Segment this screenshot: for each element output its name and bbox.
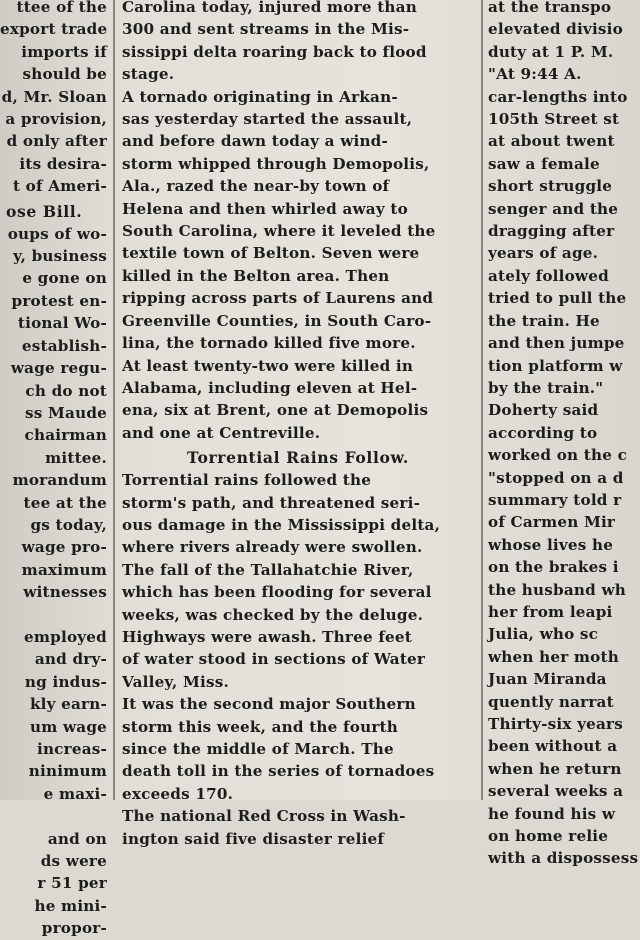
text-line: of Carmen Mir: [488, 513, 616, 532]
text-line: quently narrat: [488, 692, 614, 711]
text-line: A tornado originating in Arkan-: [122, 87, 398, 106]
text-line: maximum: [21, 560, 107, 579]
text-line: ous damage in the Mississippi delta,: [122, 515, 441, 534]
text-line: Highways were awash. Three feet: [122, 627, 413, 646]
text-line: which has been flooding for several: [122, 583, 432, 602]
text-line: wage regu-: [10, 359, 107, 378]
text-line: Juan Miranda: [488, 670, 607, 689]
text-line: ch do not: [25, 381, 107, 400]
text-line: he found his w: [488, 804, 616, 823]
text-line: with a dispossess: [488, 849, 639, 868]
text-line: kly earn-: [29, 695, 107, 714]
text-line: at the transpo: [488, 0, 612, 16]
text-line: Greenville Counties, in South Caro-: [122, 311, 432, 330]
text-line: ington said five disaster relief: [122, 829, 385, 848]
text-line: tee at the: [23, 493, 107, 512]
text-line: storm's path, and threatened seri-: [122, 493, 421, 512]
text-line: a provision,: [5, 110, 107, 129]
text-line: sas yesterday started the assault,: [122, 110, 413, 129]
text-line: ttee of the: [16, 0, 107, 16]
text-line: textile town of Belton. Seven were: [122, 244, 420, 263]
text-line: short struggle: [488, 177, 613, 196]
text-line: and dry-: [34, 650, 107, 669]
text-line: on the brakes i: [488, 558, 619, 577]
text-line: death toll in the series of tornadoes: [122, 762, 435, 781]
text-line: Alabama, including eleven at Hel-: [122, 378, 418, 397]
text-line: worked on the c: [488, 446, 628, 465]
text-line: several weeks a: [488, 782, 624, 801]
text-line: Ala., razed the near-by town of: [122, 177, 390, 196]
text-line: um wage: [30, 717, 107, 736]
text-line: been without a: [488, 737, 618, 756]
text-line: by the train.": [488, 378, 604, 397]
text-line: and then jumpe: [488, 334, 625, 353]
text-line: since the middle of March. The: [122, 740, 394, 758]
text-line: It was the second major Southern: [122, 695, 416, 714]
text-line: The national Red Cross in Wash-: [122, 807, 406, 826]
text-line: increas-: [36, 740, 107, 758]
text-line: and one at Centreville.: [122, 423, 321, 442]
text-line: whose lives he: [488, 535, 614, 554]
center-column-bottom-text: [118, 469, 478, 850]
text-line: "stopped on a d: [488, 468, 624, 487]
text-line: r 51 per: [37, 874, 107, 893]
text-line: storm whipped through Demopolis,: [122, 154, 430, 173]
text-line: At least twenty-two were killed in: [122, 356, 414, 375]
text-line: saw a female: [488, 154, 600, 173]
center-column: [118, 0, 478, 848]
column-rule: [113, 0, 115, 800]
text-line: morandum: [12, 471, 107, 490]
text-line: according to: [488, 423, 598, 442]
text-line: employed: [24, 627, 107, 646]
text-line: export trade: [0, 20, 108, 39]
left-column-top-text: [0, 0, 110, 198]
center-column-heading: Torrential Rains Follow.: [187, 448, 409, 468]
column-rule: [481, 0, 483, 800]
text-line: d only after: [6, 132, 107, 151]
text-line: at about twent: [488, 132, 615, 151]
text-line: ninimum: [28, 762, 107, 781]
text-line: Carolina today, injured more than: [122, 0, 417, 16]
text-line: Torrential rains followed the: [122, 471, 372, 490]
text-line: ng indus-: [24, 672, 107, 691]
text-line: gs today,: [30, 515, 107, 534]
text-line: 300 and sent streams in the Mis-: [122, 20, 410, 39]
left-column: [0, 0, 110, 938]
text-line: ately followed: [488, 266, 609, 285]
text-line: t of Ameri-: [12, 177, 107, 196]
text-line: duty at 1 P. M.: [488, 42, 614, 61]
text-line: when her moth: [488, 647, 619, 666]
text-line: ripping across parts of Laurens and: [122, 289, 434, 308]
text-line: sissippi delta roaring back to flood: [122, 42, 427, 61]
text-line: he mini-: [34, 896, 107, 915]
center-column-top-text: [118, 0, 478, 444]
text-line: [0, 604, 110, 626]
text-line: dragging after: [488, 222, 615, 241]
right-column-text: [486, 0, 640, 870]
text-line: e gone on: [22, 269, 107, 288]
text-line: witnesses: [23, 583, 107, 602]
text-line: propor-: [41, 919, 107, 938]
left-column-bottom-text: [0, 223, 110, 940]
text-line: the husband wh: [488, 580, 626, 599]
text-line: [0, 805, 110, 827]
text-line: car-lengths into: [488, 87, 628, 106]
text-line: ena, six at Brent, one at Demopolis: [122, 401, 429, 420]
text-line: The fall of the Tallahatchie River,: [122, 560, 414, 579]
text-line: should be: [22, 65, 107, 84]
text-line: e maxi-: [43, 784, 107, 803]
text-line: stage.: [122, 65, 175, 84]
text-line: mittee.: [45, 448, 107, 467]
text-line: on home relie: [488, 827, 609, 846]
text-line: weeks, was checked by the deluge.: [122, 605, 424, 624]
text-line: protest en-: [11, 291, 107, 310]
text-line: elevated divisio: [488, 20, 623, 39]
text-line: summary told r: [488, 490, 622, 509]
text-line: Doherty said: [488, 401, 599, 420]
text-line: its desira-: [19, 154, 107, 173]
text-line: wage pro-: [21, 538, 107, 557]
text-line: South Carolina, where it leveled the: [122, 222, 436, 241]
text-line: her from leapi: [488, 602, 613, 621]
text-line: imports if: [21, 42, 107, 61]
text-line: lina, the tornado killed five more.: [122, 334, 416, 353]
text-line: tional Wo-: [17, 314, 107, 333]
text-line: "At 9:44 A.: [488, 65, 582, 84]
text-line: years of age.: [488, 244, 599, 263]
text-line: Julia, who sc: [488, 625, 599, 644]
text-line: and on: [47, 829, 107, 848]
text-line: of water stood in sections of Water: [122, 650, 426, 669]
text-line: y, business: [13, 247, 107, 266]
text-line: killed in the Belton area. Then: [122, 266, 390, 285]
text-line: tried to pull the: [488, 289, 627, 308]
text-line: oups of wo-: [7, 224, 107, 243]
text-line: senger and the: [488, 199, 619, 218]
text-line: and before dawn today a wind-: [122, 132, 389, 151]
text-line: Valley, Miss.: [122, 672, 229, 691]
text-line: establish-: [21, 336, 107, 355]
text-line: Helena and then whirled away to: [122, 199, 408, 218]
text-line: chairman: [24, 426, 107, 445]
text-line: tion platform w: [488, 356, 623, 375]
text-line: Thirty-six years: [488, 715, 624, 733]
text-line: storm this week, and the fourth: [122, 717, 398, 736]
text-line: where rivers already were swollen.: [122, 538, 423, 557]
text-line: d, Mr. Sloan: [1, 87, 107, 106]
text-line: ss Maude: [25, 403, 107, 422]
text-line: 105th Street st: [488, 110, 620, 129]
text-line: the train. He: [488, 311, 600, 330]
right-column: [486, 0, 640, 868]
left-column-heading: ose Bill.: [6, 201, 83, 221]
text-line: ds were: [40, 852, 107, 871]
text-line: exceeds 170.: [122, 784, 234, 803]
text-line: when he return: [488, 759, 622, 778]
